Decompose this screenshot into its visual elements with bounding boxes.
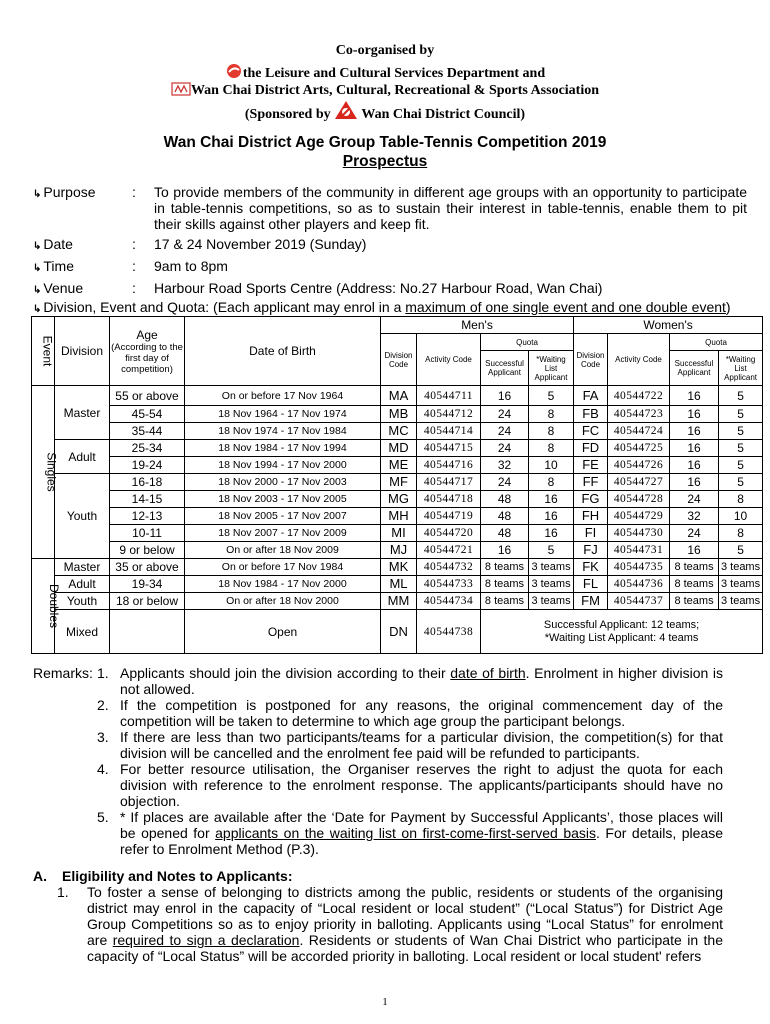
mens-division-code: ML	[381, 576, 417, 593]
dob-cell: 18 Nov 2007 - 17 Nov 2009	[185, 525, 381, 542]
remark-item: 3. If there are less than two participants/teams for a particular division, the competition(s) for that division will be cancelled and the enrolment fee paid will be refunded to participants.	[97, 729, 723, 761]
mens-successful: 32	[481, 457, 529, 474]
mixed-quota	[481, 610, 763, 654]
mens-waiting: 10	[529, 457, 574, 474]
mens-activity-code: 40544711	[417, 386, 481, 406]
mens-activity-code: 40544712	[417, 406, 481, 423]
remark-item: 2. If the competition is postponed for any reasons, the original commencement day of the competition will be taken to determine to which age group the participant belongs.	[97, 697, 723, 729]
purpose-label: ↳ Purpose	[33, 184, 96, 200]
womens-waiting: 10	[719, 508, 763, 525]
mens-division-code: MC	[381, 423, 417, 440]
womens-successful: 16	[670, 406, 719, 423]
venue-label: ↳ Venue	[33, 280, 84, 296]
age-cell: 55 or above	[110, 386, 185, 406]
mens-division-code: ME	[381, 457, 417, 474]
section-a-heading: A. Eligibility and Notes to Applicants:	[33, 868, 293, 884]
womens-activity-code: 40544725	[608, 440, 670, 457]
womens-division-code: FA	[574, 386, 608, 406]
title-main: Wan Chai District Age Group Table-Tennis Competition 2019	[163, 134, 607, 151]
womens-successful: 16	[670, 457, 719, 474]
womens-waiting: 5	[719, 406, 763, 423]
association-line	[0, 82, 770, 101]
mens-successful: 8 teams	[481, 559, 529, 576]
division-quota-underline: maximum of one single event and one double event	[405, 299, 726, 315]
mens-waiting-header: *Waiting List Applicant	[529, 351, 574, 386]
womens-successful: 32	[670, 508, 719, 525]
womens-activity-code: 40544736	[608, 576, 670, 593]
lcsd-logo-icon	[225, 63, 243, 84]
womens-successful: 24	[670, 491, 719, 508]
arrow-bullet-icon: ↳	[33, 304, 42, 315]
division-quota-line: ↳ Division, Event and Quota: (Each applicant may enrol in a maximum of one single event and one double event)	[33, 299, 731, 315]
mens-activity-code: 40544716	[417, 457, 481, 474]
doubles-division: Adult	[55, 576, 110, 593]
association-text: Wan Chai District Arts, Cultural, Recreational & Sports Association	[190, 83, 600, 98]
dob-cell: On or after 18 Nov 2009	[185, 542, 381, 559]
purpose-value: To provide members of the community in different age groups with an opportunity to participate in table-tennis competitions, so as to sustain their interest in table-tennis, enable them to pit their skills against other players and keep fit.	[154, 184, 747, 232]
mens-activity-code: 40544717	[417, 474, 481, 491]
mens-division-code: MH	[381, 508, 417, 525]
date-label: ↳ Date	[33, 236, 73, 252]
mens-activity-code: 40544733	[417, 576, 481, 593]
doubles-division: Youth	[55, 593, 110, 610]
lcsd-line	[0, 63, 770, 84]
womens-division-code: FI	[574, 525, 608, 542]
womens-successful: 16	[670, 386, 719, 406]
remarks-section	[33, 665, 723, 857]
mens-waiting: 3 teams	[529, 576, 574, 593]
womens-division-code: FF	[574, 474, 608, 491]
page-number: 1	[382, 996, 388, 1008]
section-a-item-1: 1. To foster a sense of belonging to districts among the public, residents or students of the organising district may enrol in the capacity of “Local resident or local student” (“Local Status”) for District Age Group Competitions so as to enjoy priority in balloting. Applicants using “Local Status” for enrolment are required to sign a declaration. Residents or students of Wan Chai District who participate in the capacity of “Local Status” will be accorded priority in balloting. Local resident or local student' refers	[57, 884, 724, 964]
age-cell: 18 or below	[110, 593, 185, 610]
arrow-bullet-icon: ↳	[33, 189, 42, 200]
age-header: Age (According to the first day of competition)	[110, 317, 185, 386]
event-header: Event	[32, 317, 55, 386]
association-logo-icon	[171, 82, 191, 101]
womens-successful: 24	[670, 525, 719, 542]
womens-successful-header: Successful Applicant	[670, 351, 719, 386]
dob-cell: 18 Nov 2003 - 17 Nov 2005	[185, 491, 381, 508]
womens-successful: 16	[670, 542, 719, 559]
mixed-quota-successful: Successful Applicant: 12 teams;	[543, 618, 700, 631]
page-title	[0, 133, 770, 171]
mens-activity-code: 40544714	[417, 423, 481, 440]
womens-successful: 16	[670, 440, 719, 457]
time-value: 9am to 8pm	[154, 258, 228, 274]
section-a	[33, 868, 723, 964]
mens-activity-code: 40544732	[417, 559, 481, 576]
mixed-quota-waiting: *Waiting List Applicant: 4 teams	[544, 631, 699, 644]
master-division: Master	[55, 386, 110, 440]
mens-division-code: MJ	[381, 542, 417, 559]
dob-cell: 18 Nov 1994 - 17 Nov 2000	[185, 457, 381, 474]
womens-activity-code: 40544728	[608, 491, 670, 508]
mens-activity-code: 40544718	[417, 491, 481, 508]
womens-division-code: FH	[574, 508, 608, 525]
remark-item: 5. * If places are available after the ‘Date for Payment by Successful Applicants’, those places will be opened for applicants on the waiting list on first-come-first-served basis. For details, please refer to Enrolment Method (P.3).	[97, 809, 724, 857]
lcsd-text: the Leisure and Cultural Services Department and	[242, 66, 546, 81]
womens-waiting: 5	[719, 386, 763, 406]
mens-waiting: 8	[529, 474, 574, 491]
arrow-bullet-icon: ↳	[33, 263, 42, 274]
mens-division-code: MK	[381, 559, 417, 576]
dob-header: Date of Birth	[185, 317, 381, 386]
adult-division: Adult	[55, 440, 110, 474]
womens-division-code: FD	[574, 440, 608, 457]
mens-waiting: 5	[529, 542, 574, 559]
arrow-bullet-icon: ↳	[33, 241, 42, 252]
mens-division-code: MD	[381, 440, 417, 457]
womens-waiting: 8	[719, 491, 763, 508]
mens-activity-code: 40544715	[417, 440, 481, 457]
dob-cell: 18 Nov 2000 - 17 Nov 2003	[185, 474, 381, 491]
district-council-logo-icon	[334, 100, 358, 125]
womens-successful: 8 teams	[670, 576, 719, 593]
mens-waiting: 8	[529, 423, 574, 440]
colon: :	[132, 258, 136, 274]
mens-successful: 48	[481, 491, 529, 508]
mens-division-code: MG	[381, 491, 417, 508]
mens-header: Men's	[381, 317, 574, 334]
womens-waiting: 3 teams	[719, 593, 763, 610]
womens-waiting: 5	[719, 457, 763, 474]
womens-waiting: 5	[719, 474, 763, 491]
coorganised-line: Co-organised by	[335, 43, 435, 58]
mixed-division: Mixed	[55, 610, 110, 654]
mens-division-code-header: Division Code	[381, 334, 417, 386]
mixed-age	[110, 610, 185, 654]
womens-successful: 8 teams	[670, 559, 719, 576]
womens-activity-code: 40544724	[608, 423, 670, 440]
date-value: 17 & 24 November 2019 (Sunday)	[154, 236, 367, 252]
age-cell: 10-11	[110, 525, 185, 542]
womens-division-code: FE	[574, 457, 608, 474]
dob-cell: 18 Nov 1974 - 17 Nov 1984	[185, 423, 381, 440]
age-cell: 25-34	[110, 440, 185, 457]
mens-division-code: MA	[381, 386, 417, 406]
sponsor-post: Wan Chai District Council)	[361, 107, 526, 122]
mens-waiting: 16	[529, 508, 574, 525]
arrow-bullet-icon: ↳	[33, 285, 42, 296]
age-cell: 14-15	[110, 491, 185, 508]
mens-successful: 24	[481, 423, 529, 440]
womens-quota-header: Quota	[670, 334, 763, 351]
womens-waiting: 5	[719, 440, 763, 457]
womens-division-code: FJ	[574, 542, 608, 559]
mixed-activity-code: 40544738	[417, 610, 481, 654]
womens-division-code: FC	[574, 423, 608, 440]
mens-successful: 24	[481, 406, 529, 423]
mens-waiting: 8	[529, 406, 574, 423]
womens-waiting: 5	[719, 542, 763, 559]
sponsor-line	[0, 100, 770, 125]
mens-successful: 16	[481, 386, 529, 406]
womens-division-code: FL	[574, 576, 608, 593]
mens-activity-code: 40544719	[417, 508, 481, 525]
mixed-division-code: DN	[381, 610, 417, 654]
womens-waiting-header: *Waiting List Applicant	[719, 351, 763, 386]
youth-division: Youth	[55, 474, 110, 559]
mixed-dob: Open	[185, 610, 381, 654]
doubles-division: Master	[55, 559, 110, 576]
mens-division-code: MM	[381, 593, 417, 610]
mens-waiting: 16	[529, 491, 574, 508]
dob-cell: On or after 18 Nov 2000	[185, 593, 381, 610]
womens-activity-code: 40544723	[608, 406, 670, 423]
womens-activity-code: 40544737	[608, 593, 670, 610]
singles-label: Singles	[32, 386, 55, 559]
remark-item: 1. Applicants should join the division according to their date of birth. Enrolment in higher division is not allowed.	[97, 665, 723, 697]
mens-waiting: 3 teams	[529, 559, 574, 576]
womens-division-code: FM	[574, 593, 608, 610]
mens-successful: 48	[481, 525, 529, 542]
age-cell: 16-18	[110, 474, 185, 491]
womens-activity-code: 40544727	[608, 474, 670, 491]
mens-quota-header: Quota	[481, 334, 574, 351]
remarks-label: Remarks:	[33, 665, 93, 681]
womens-activity-code: 40544735	[608, 559, 670, 576]
dob-cell: On or before 17 Nov 1964	[185, 386, 381, 406]
mens-waiting: 5	[529, 386, 574, 406]
mens-waiting: 3 teams	[529, 593, 574, 610]
mens-successful: 8 teams	[481, 576, 529, 593]
age-cell: 35 or above	[110, 559, 185, 576]
womens-waiting: 8	[719, 525, 763, 542]
womens-header: Women's	[574, 317, 763, 334]
womens-waiting: 5	[719, 423, 763, 440]
mens-division-code: MB	[381, 406, 417, 423]
womens-successful: 8 teams	[670, 593, 719, 610]
age-cell: 9 or below	[110, 542, 185, 559]
age-cell: 45-54	[110, 406, 185, 423]
womens-successful: 16	[670, 474, 719, 491]
dob-cell: On or before 17 Nov 1984	[185, 559, 381, 576]
mens-activity-code: 40544721	[417, 542, 481, 559]
mens-activity-code: 40544720	[417, 525, 481, 542]
dob-cell: 18 Nov 1984 - 17 Nov 2000	[185, 576, 381, 593]
title-prospectus: Prospectus	[342, 153, 428, 170]
dob-cell: 18 Nov 2005 - 17 Nov 2007	[185, 508, 381, 525]
quota-table	[31, 316, 763, 654]
mens-successful: 24	[481, 440, 529, 457]
mens-waiting: 16	[529, 525, 574, 542]
womens-division-code: FK	[574, 559, 608, 576]
womens-division-code: FB	[574, 406, 608, 423]
age-cell: 19-34	[110, 576, 185, 593]
mens-activity-code: 40544734	[417, 593, 481, 610]
mens-successful: 24	[481, 474, 529, 491]
colon: :	[132, 280, 136, 296]
age-cell: 35-44	[110, 423, 185, 440]
womens-activity-code: 40544722	[608, 386, 670, 406]
womens-activity-code: 40544729	[608, 508, 670, 525]
venue-value: Harbour Road Sports Centre (Address: No.27 Harbour Road, Wan Chai)	[154, 280, 603, 296]
womens-activity-code: 40544726	[608, 457, 670, 474]
dob-cell: 18 Nov 1984 - 17 Nov 1994	[185, 440, 381, 457]
womens-waiting: 3 teams	[719, 576, 763, 593]
mens-successful: 48	[481, 508, 529, 525]
colon: :	[132, 184, 136, 200]
division-header: Division	[55, 317, 110, 386]
mens-successful-header: Successful Applicant	[481, 351, 529, 386]
mens-waiting: 8	[529, 440, 574, 457]
sponsor-pre: (Sponsored by	[244, 107, 331, 122]
doubles-label: Doubles	[32, 559, 55, 654]
remark-item: 4. For better resource utilisation, the Organiser reserves the right to adjust the quota for each division with reference to the enrolment response. The applicants/participants should have no objection.	[97, 761, 723, 809]
womens-division-code-header: Division Code	[574, 334, 608, 386]
womens-division-code: FG	[574, 491, 608, 508]
womens-activity-code: 40544731	[608, 542, 670, 559]
age-cell: 12-13	[110, 508, 185, 525]
mens-successful: 16	[481, 542, 529, 559]
time-label: ↳ Time	[33, 258, 74, 274]
womens-activity-code-header: Activity Code	[608, 334, 670, 386]
dob-cell: 18 Nov 1964 - 17 Nov 1974	[185, 406, 381, 423]
mens-division-code: MI	[381, 525, 417, 542]
mens-successful: 8 teams	[481, 593, 529, 610]
womens-waiting: 3 teams	[719, 559, 763, 576]
mens-division-code: MF	[381, 474, 417, 491]
womens-activity-code: 40544730	[608, 525, 670, 542]
age-cell: 19-24	[110, 457, 185, 474]
colon: :	[132, 236, 136, 252]
mens-activity-code-header: Activity Code	[417, 334, 481, 386]
womens-successful: 16	[670, 423, 719, 440]
